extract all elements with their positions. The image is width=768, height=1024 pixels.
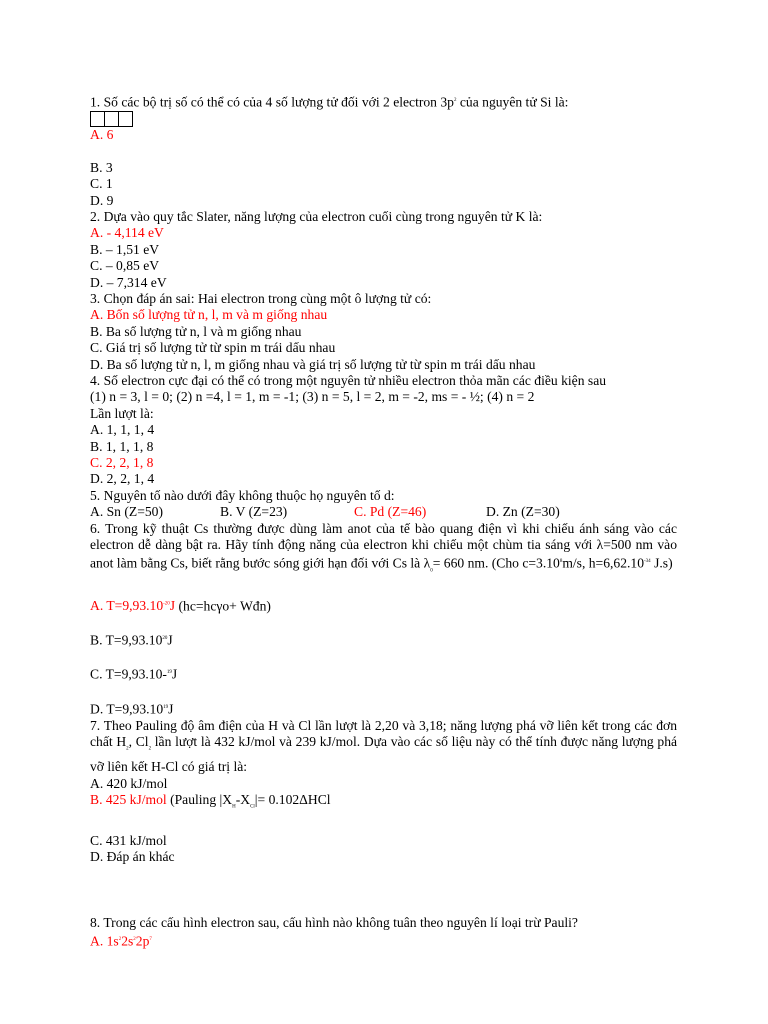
q6-answer-b: B. $T=9,93.10^{20}J$ bbox=[90, 632, 173, 648]
q3-answer-a: A. Bốn số lượng tử n, l, m và m giống nhau bbox=[90, 307, 328, 323]
q6-answer-c: C. T=9,93.10-$^{19}$J bbox=[90, 666, 178, 682]
q7-answer-a: A. 420 kJ/mol bbox=[90, 775, 168, 791]
q2-question: 2. Dựa vào quy tắc Slater, năng lượng của electron cuối cùng trong nguyên tử K là: bbox=[90, 208, 543, 224]
q6-answer-d: D. $T=9,93.10^{19}J$ bbox=[90, 701, 174, 717]
q4-question: 4. Số electron cực đại có thể có trong một nguyên tử nhiều electron thỏa mãn các điều kiện sau bbox=[90, 373, 607, 389]
q4-answer-d: D. 2, 2, 1, 4 bbox=[90, 471, 155, 487]
q8-answer-a: A. $1s^22s^22p^7$ bbox=[90, 933, 152, 949]
q7-answer-d: D. Đáp án khác bbox=[90, 849, 175, 865]
q7-answer-b: B. 425 kJ/mol (Pauling $|X_H-X_{Cl}|= 0.102\Delta HCl$ bbox=[90, 792, 331, 810]
q4-answer-b: B. 1, 1, 1, 8 bbox=[90, 438, 154, 454]
q2-answer-b: B. – 1,51 eV bbox=[90, 241, 160, 257]
q5-answer-d: D. Zn (Z=30) bbox=[486, 504, 560, 520]
q2-answer-c: C. – 0,85 eV bbox=[90, 258, 160, 274]
q2-answer-d: D. – 7,314 eV bbox=[90, 274, 167, 290]
q3-answer-c: C. Giá trị số lượng tử từ spin m trái dấu nhau bbox=[90, 340, 336, 356]
q1-answer-d: D. 9 bbox=[90, 192, 114, 208]
q7-answer-c: C. 431 kJ/mol bbox=[90, 832, 167, 848]
orbital-box bbox=[90, 111, 105, 127]
q3-answer-d: D. Ba số lượng tử n, l, m giống nhau và giá trị số lượng tử từ spin m trái dấu nhau bbox=[90, 356, 536, 372]
orbital-box bbox=[118, 111, 133, 127]
q1-answer-a: A. 6 bbox=[90, 126, 114, 142]
q4-answer-c: C. 2, 2, 1, 8 bbox=[90, 455, 154, 471]
q3-question: 3. Chọn đáp án sai: Hai electron trong cùng một ô lượng tử có: bbox=[90, 290, 432, 306]
q1-orbital-boxes bbox=[90, 111, 680, 127]
q7-question: 7. Theo Pauling độ âm điện của H và Cl lần lượt là 2,20 và 3,18; năng lượng phá vỡ liên kết trong các đơn chất $H_2$, $Cl_2$ lần lượt là 432 kJ/mol và 239 kJ/mol. Dựa vào các số liệu này có thể tính được năng lượng phá vỡ liên kết H-Cl có giá trị là: bbox=[90, 717, 678, 774]
q5-answer-b: B. V (Z=23) bbox=[220, 504, 288, 520]
q2-answer-a: A. - 4,114 eV bbox=[90, 225, 164, 241]
document-page bbox=[90, 93, 680, 950]
q6-question: 6. Trong kỹ thuật Cs thường được dùng làm anot của tế bào quang điện vì khi chiếu ánh sáng vào các electron dễ dàng bật ra. Hãy tính động năng của electron khi chiếu một chùm tia sáng với λ=500 nm vào anot làm bằng Cs, biết rằng bước sóng giới hạn đối với Cs là $\lambda_0= 660$ nm. (Cho $c=3.10^8m/s$, $h=6,62.10^{-34}$ J.s) bbox=[90, 520, 677, 574]
q1-answer-c: C. 1 bbox=[90, 176, 113, 192]
q5-answer-a: A. Sn (Z=50) bbox=[90, 504, 163, 520]
q4-answer-a: A. 1, 1, 1, 4 bbox=[90, 422, 155, 438]
q5-answers bbox=[90, 504, 680, 520]
q8-question: 8. Trong các cấu hình electron sau, cấu hình nào không tuân theo nguyên lí loại trừ Pauli? bbox=[90, 915, 578, 931]
orbital-box bbox=[104, 111, 119, 127]
q4-conditions: (1) n = 3, l = 0; (2) n =4, l = 1, m = -1; (3) n = 5, l = 2, m = -2, ms = - ½; (4) n = 2 bbox=[90, 389, 535, 405]
q6-answer-a: A. $T=9,93.10^{-20}J$ (hc=hcγo+ Wđn) bbox=[90, 598, 271, 614]
q5-answer-c: C. Pd (Z=46) bbox=[354, 504, 427, 520]
q1-answer-b: B. 3 bbox=[90, 159, 113, 175]
q5-question: 5. Nguyên tố nào dưới đây không thuộc họ nguyên tố d: bbox=[90, 487, 395, 503]
q4-lead: Lần lượt là: bbox=[90, 405, 154, 421]
q3-answer-b: B. Ba số lượng tử n, l và m giống nhau bbox=[90, 323, 302, 339]
q1-question: 1. Số các bộ trị số có thể có của 4 số lượng tử đối với 2 electron $3p^2$ của nguyên tử Si là: bbox=[90, 94, 569, 110]
